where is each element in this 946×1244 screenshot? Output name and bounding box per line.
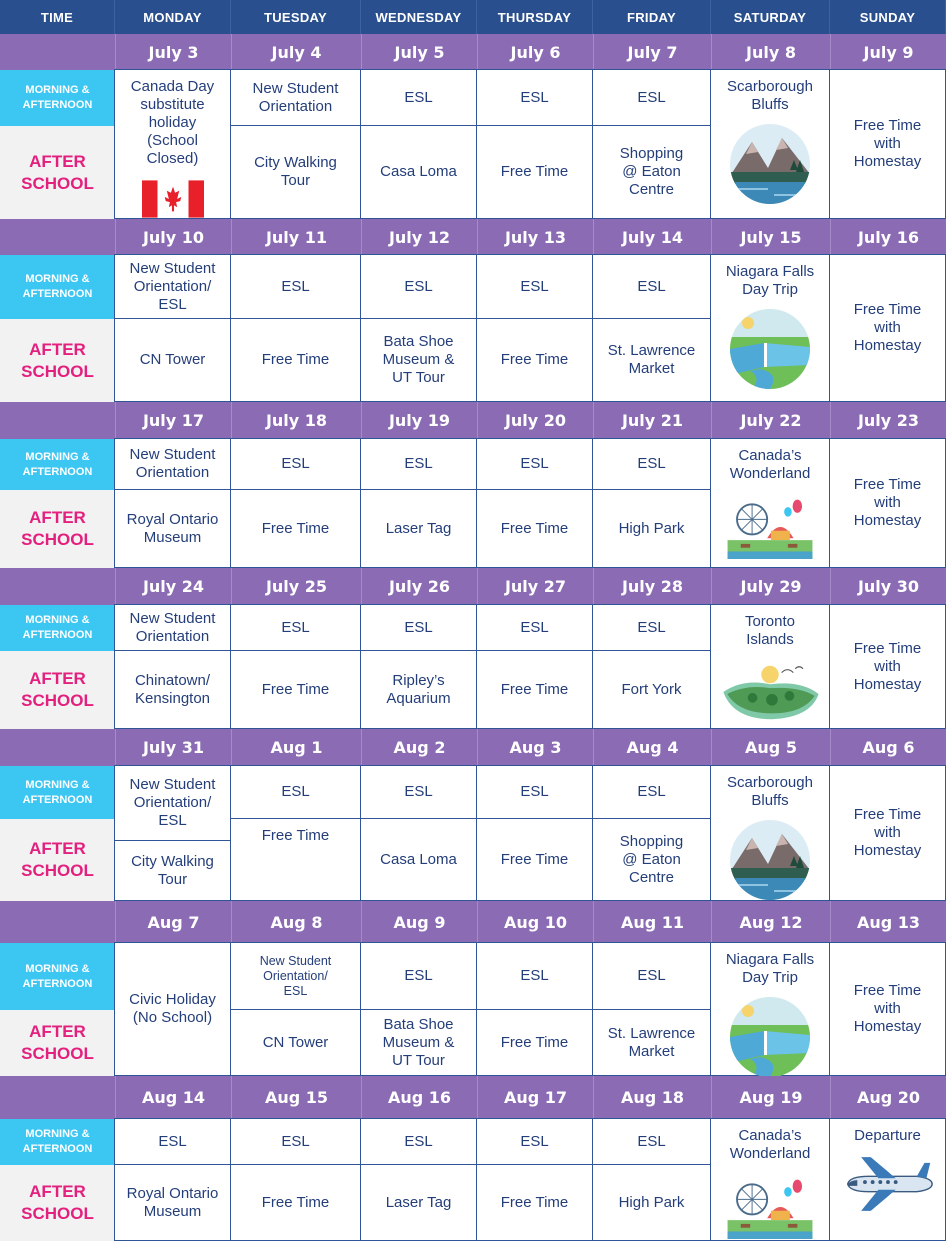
activity-tue-tue-pm: Free Time <box>230 650 361 729</box>
activity-tue-tue-am: New Student Orientation/ ESL <box>230 942 361 1010</box>
activity-sat-full-day <box>710 604 830 729</box>
activity-mon-full-day <box>114 942 231 1076</box>
label-after-school: AFTER SCHOOL <box>0 819 115 901</box>
niagara-illustration-icon <box>730 309 810 394</box>
activity-thu-thu-am: ESL <box>476 69 593 126</box>
date-mon: Aug 14 <box>115 1076 231 1119</box>
date-wed: July 19 <box>361 402 477 439</box>
activity-fri-fri-am: ESL <box>592 69 711 126</box>
activity-fri-fri-am: ESL <box>592 604 711 651</box>
date-fri: Aug 4 <box>593 729 711 766</box>
activity-text: Toronto Islands <box>744 613 796 648</box>
date-wed: July 26 <box>361 568 477 605</box>
activity-fri-fri-am: ESL <box>592 942 711 1010</box>
activity-thu-thu-am: ESL <box>476 1118 593 1165</box>
activity-wed-wed-am: ESL <box>360 604 477 651</box>
activity-wed-wed-am: ESL <box>360 438 477 490</box>
activity-tue-tue-am: ESL <box>230 765 361 819</box>
header-saturday: SATURDAY <box>711 0 830 34</box>
activity-tue-tue-am: New Student Orientation <box>230 69 361 126</box>
activity-thu-thu-pm: Free Time <box>476 1009 593 1076</box>
date-sun: Aug 20 <box>830 1076 946 1119</box>
date-sun: July 9 <box>830 34 946 70</box>
wonderland-illustration-icon <box>727 493 813 564</box>
date-fri: July 14 <box>593 219 711 255</box>
activity-tue-tue-am: ESL <box>230 254 361 319</box>
label-after-school: AFTER SCHOOL <box>0 126 115 219</box>
date-wed: July 5 <box>361 34 477 70</box>
activity-sun-full-day <box>829 1118 946 1241</box>
label-after-school: AFTER SCHOOL <box>0 319 115 402</box>
date-thu: July 6 <box>477 34 593 70</box>
activity-thu-thu-pm: Free Time <box>476 650 593 729</box>
activity-text: Scarborough Bluffs <box>727 774 813 809</box>
activity-fri-fri-pm: Fort York <box>592 650 711 729</box>
activity-thu-thu-pm: Free Time <box>476 318 593 402</box>
date-thu: Aug 10 <box>477 901 593 943</box>
label-morning-afternoon: MORNING & AFTERNOON <box>0 605 115 651</box>
activity-sat-full-day <box>710 438 830 568</box>
activity-wed-wed-pm: Bata Shoe Museum & UT Tour <box>360 318 477 402</box>
date-mon: Aug 7 <box>115 901 231 943</box>
date-fri: July 28 <box>593 568 711 605</box>
activity-text: Free Time with Homestay <box>853 301 922 354</box>
activity-tue-tue-am: ESL <box>230 438 361 490</box>
canada-flag-icon <box>142 180 204 223</box>
header-friday: FRIDAY <box>593 0 711 34</box>
activity-fri-fri-pm: High Park <box>592 1164 711 1241</box>
label-after-school: AFTER SCHOOL <box>0 490 115 568</box>
date-thu: Aug 17 <box>477 1076 593 1119</box>
label-morning-afternoon: MORNING & AFTERNOON <box>0 943 115 1010</box>
activity-text: Free Time with Homestay <box>853 639 922 693</box>
activity-text: Civic Holiday (No School) <box>129 991 216 1026</box>
activity-text: Departure <box>854 1127 921 1144</box>
activity-sat-full-day <box>710 1118 830 1241</box>
date-fri: Aug 18 <box>593 1076 711 1119</box>
date-mon: July 3 <box>115 34 231 70</box>
date-sat: July 15 <box>711 219 830 255</box>
date-fri: July 21 <box>593 402 711 439</box>
activity-sun-full-day <box>829 604 946 729</box>
header-monday: MONDAY <box>115 0 231 34</box>
activity-fri-fri-pm: Shopping @ Eaton Centre <box>592 125 711 219</box>
activity-fri-fri-pm: High Park <box>592 489 711 568</box>
activity-text: Niagara Falls Day Trip <box>725 263 815 298</box>
activity-wed-wed-pm: Casa Loma <box>360 125 477 219</box>
date-sat: Aug 12 <box>711 901 830 943</box>
activity-wed-wed-pm: Ripley’s Aquarium <box>360 650 477 729</box>
activity-thu-thu-am: ESL <box>476 254 593 319</box>
activity-fri-fri-am: ESL <box>592 254 711 319</box>
date-wed: Aug 2 <box>361 729 477 766</box>
activity-sat-full-day <box>710 765 830 901</box>
activity-fri-fri-am: ESL <box>592 1118 711 1165</box>
date-row <box>0 34 946 70</box>
label-morning-afternoon: MORNING & AFTERNOON <box>0 70 115 126</box>
activity-text: Free Time with Homestay <box>853 476 922 529</box>
date-mon: July 31 <box>115 729 231 766</box>
activity-fri-fri-am: ESL <box>592 438 711 490</box>
islands-illustration-icon <box>713 659 827 732</box>
activity-wed-wed-pm: Laser Tag <box>360 489 477 568</box>
activity-text: Niagara Falls Day Trip <box>725 951 815 986</box>
activity-text: Free Time with Homestay <box>853 117 922 170</box>
date-sun: Aug 6 <box>830 729 946 766</box>
activity-mon-full-day <box>114 69 231 219</box>
activity-sat-full-day <box>710 942 830 1076</box>
date-fri: Aug 11 <box>593 901 711 943</box>
activity-wed-wed-am: ESL <box>360 765 477 819</box>
date-thu: Aug 3 <box>477 729 593 766</box>
activity-wed-wed-am: ESL <box>360 1118 477 1165</box>
activity-wed-wed-am: ESL <box>360 69 477 126</box>
date-sat: July 22 <box>711 402 830 439</box>
date-wed: Aug 16 <box>361 1076 477 1119</box>
date-thu: July 27 <box>477 568 593 605</box>
activity-text: Canada’s Wonderland <box>729 447 811 482</box>
activity-fri-fri-am: ESL <box>592 765 711 819</box>
activity-wed-wed-am: ESL <box>360 254 477 319</box>
activity-text: Free Time with Homestay <box>853 806 922 859</box>
date-row <box>0 402 946 439</box>
activity-fri-fri-pm: St. Lawrence Market <box>592 318 711 402</box>
date-mon: July 10 <box>115 219 231 255</box>
activity-thu-thu-am: ESL <box>476 438 593 490</box>
date-row <box>0 901 946 943</box>
activity-fri-fri-pm: St. Lawrence Market <box>592 1009 711 1076</box>
header-wednesday: WEDNESDAY <box>361 0 477 34</box>
activity-mon-mon-pm: Royal Ontario Museum <box>114 489 231 568</box>
airplane-icon <box>840 1155 936 1218</box>
activity-thu-thu-pm: Free Time <box>476 125 593 219</box>
label-morning-afternoon: MORNING & AFTERNOON <box>0 1119 115 1165</box>
date-wed: Aug 9 <box>361 901 477 943</box>
date-thu: July 20 <box>477 402 593 439</box>
activity-thu-thu-pm: Free Time <box>476 489 593 568</box>
label-after-school: AFTER SCHOOL <box>0 1165 115 1241</box>
activity-mon-mon-am: New Student Orientation/ ESL <box>114 765 231 841</box>
date-thu: July 13 <box>477 219 593 255</box>
label-after-school: AFTER SCHOOL <box>0 651 115 729</box>
date-tue: Aug 15 <box>231 1076 361 1119</box>
wonderland-illustration-icon <box>727 1173 813 1244</box>
activity-wed-wed-pm: Bata Shoe Museum & UT Tour <box>360 1009 477 1076</box>
activity-sun-full-day <box>829 69 946 219</box>
date-row <box>0 219 946 255</box>
niagara-illustration-icon <box>730 997 810 1082</box>
activity-wed-wed-pm: Laser Tag <box>360 1164 477 1241</box>
header-tuesday: TUESDAY <box>231 0 361 34</box>
header-thursday: THURSDAY <box>477 0 593 34</box>
date-sat: July 8 <box>711 34 830 70</box>
activity-fri-fri-pm: Shopping @ Eaton Centre <box>592 818 711 901</box>
date-tue: July 11 <box>231 219 361 255</box>
header-time: TIME <box>0 0 115 34</box>
activity-text: Scarborough Bluffs <box>727 78 813 113</box>
activity-thu-thu-am: ESL <box>476 942 593 1010</box>
label-morning-afternoon: MORNING & AFTERNOON <box>0 255 115 319</box>
activity-wed-wed-pm: Casa Loma <box>360 818 477 901</box>
date-tue: July 25 <box>231 568 361 605</box>
date-mon: July 24 <box>115 568 231 605</box>
activity-sun-full-day <box>829 765 946 901</box>
activity-sat-full-day <box>710 254 830 402</box>
date-sat: Aug 5 <box>711 729 830 766</box>
activity-tue-tue-am: ESL <box>230 1118 361 1165</box>
activity-mon-mon-pm: CN Tower <box>114 318 231 402</box>
label-morning-afternoon: MORNING & AFTERNOON <box>0 439 115 490</box>
date-tue: July 18 <box>231 402 361 439</box>
bluffs-illustration-icon <box>730 820 810 905</box>
activity-mon-mon-am: New Student Orientation/ ESL <box>114 254 231 319</box>
activity-wed-wed-am: ESL <box>360 942 477 1010</box>
date-tue: Aug 1 <box>231 729 361 766</box>
bluffs-illustration-icon <box>730 124 810 209</box>
date-wed: July 12 <box>361 219 477 255</box>
header-sunday: SUNDAY <box>830 0 946 34</box>
activity-tue-tue-pm: Free Time <box>230 1164 361 1241</box>
date-tue: Aug 8 <box>231 901 361 943</box>
activity-tue-tue-pm: CN Tower <box>230 1009 361 1076</box>
activity-sat-full-day <box>710 69 830 219</box>
activity-mon-mon-pm: City Walking Tour <box>114 840 231 901</box>
date-row <box>0 568 946 605</box>
activity-tue-tue-am: ESL <box>230 604 361 651</box>
date-sun: Aug 13 <box>830 901 946 943</box>
activity-mon-mon-pm: Chinatown/ Kensington <box>114 650 231 729</box>
date-row <box>0 729 946 766</box>
activity-tue-tue-pm: City Walking Tour <box>230 125 361 219</box>
label-after-school: AFTER SCHOOL <box>0 1010 115 1076</box>
date-sun: July 23 <box>830 402 946 439</box>
activity-mon-mon-pm: Royal Ontario Museum <box>114 1164 231 1241</box>
activity-thu-thu-am: ESL <box>476 765 593 819</box>
activity-tue-tue-pm: Free Time <box>230 818 361 901</box>
activity-mon-mon-am: ESL <box>114 1118 231 1165</box>
activity-tue-tue-pm: Free Time <box>230 318 361 402</box>
label-morning-afternoon: MORNING & AFTERNOON <box>0 766 115 819</box>
date-tue: July 4 <box>231 34 361 70</box>
date-fri: July 7 <box>593 34 711 70</box>
activity-sun-full-day <box>829 254 946 402</box>
activity-sun-full-day <box>829 942 946 1076</box>
activity-text: Free Time with Homestay <box>853 982 922 1035</box>
activity-mon-mon-am: New Student Orientation <box>114 438 231 490</box>
date-sat: July 29 <box>711 568 830 605</box>
activity-mon-mon-am: New Student Orientation <box>114 604 231 651</box>
date-sat: Aug 19 <box>711 1076 830 1119</box>
date-mon: July 17 <box>115 402 231 439</box>
activity-tue-tue-pm: Free Time <box>230 489 361 568</box>
date-row <box>0 1076 946 1119</box>
activity-text: Canada Day substitute holiday (School Closed) <box>130 78 215 167</box>
activity-text: Canada’s Wonderland <box>729 1127 811 1162</box>
activity-sun-full-day <box>829 438 946 568</box>
activity-thu-thu-pm: Free Time <box>476 1164 593 1241</box>
activity-thu-thu-pm: Free Time <box>476 818 593 901</box>
activity-thu-thu-am: ESL <box>476 604 593 651</box>
date-sun: July 30 <box>830 568 946 605</box>
date-sun: July 16 <box>830 219 946 255</box>
